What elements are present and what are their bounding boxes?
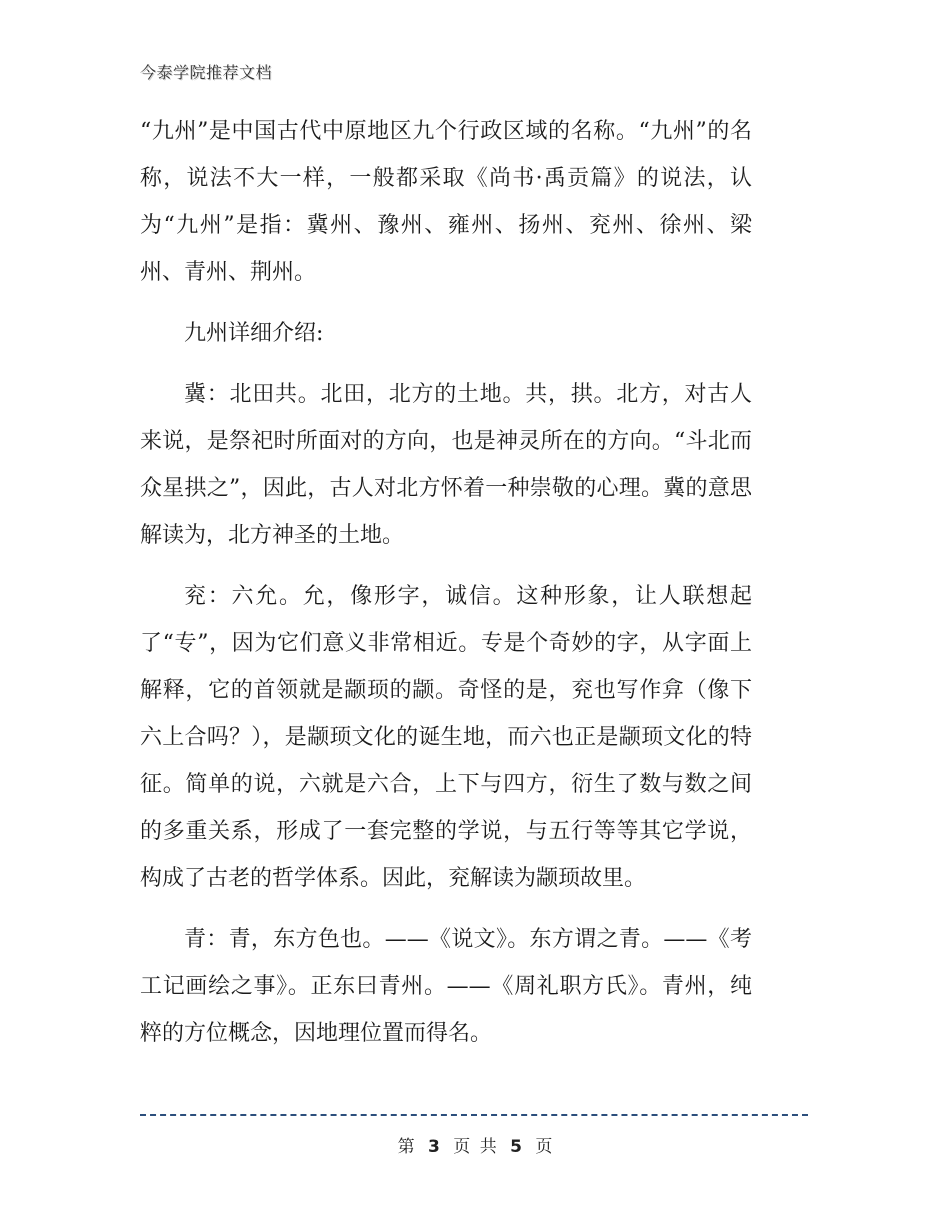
- current-page: 3: [428, 1137, 440, 1157]
- page-number-prefix: 第: [397, 1137, 415, 1157]
- paragraph-intro: “九州”是中国古代中原地区九个行政区域的名称。“九州”的名称，说法不大一样，一般都采取《尚书·禹贡篇》的说法，认为“九州”是指：冀州、豫州、雍州、扬州、兖州、徐州、梁州、青州、荆州。: [140, 119, 752, 285]
- document-header: 今泰学院推荐文档: [140, 63, 273, 82]
- page-number-suffix: 页: [535, 1137, 553, 1157]
- paragraph-yan: 兖：六允。允，像形字，诚信。这种形象，让人联想起了“专”，因为它们意义非常相近。专是个奇妙的字，从字面上解释，它的首领就是颛顼的颛。奇怪的是，兖也写作弇（像下六上合吗？），是颛顼文化的诞生地，而六也正是颛顼文化的特征。简单的说，六就是六合，上下与四方，衍生了数与数之间的多重关系，形成了一套完整的学说，与五行等等其它学说，构成了古老的哲学体系。因此，兖解读为颛顼故里。: [140, 584, 752, 891]
- paragraph-qing: 青：青，东方色也。——《说文》。东方谓之青。——《考工记画绘之事》。正东曰青州。——《周礼职方氏》。青州，纯粹的方位概念，因地理位置而得名。: [140, 927, 752, 1046]
- paragraph-ji: 冀：北田共。北田，北方的土地。共，拱。北方，对古人来说，是祭祀时所面对的方向，也是神灵所在的方向。“斗北而众星拱之”，因此，古人对北方怀着一种崇敬的心理。冀的意思解读为，北方神圣的土地。: [140, 382, 752, 548]
- page-number-middle: 页 共: [453, 1137, 497, 1157]
- page-number: [0, 1132, 950, 1157]
- total-pages: 5: [510, 1137, 522, 1157]
- document-body: [140, 108, 752, 1057]
- footer-divider: [140, 1114, 808, 1116]
- paragraph-section-heading: 九州详细介绍:: [184, 321, 324, 346]
